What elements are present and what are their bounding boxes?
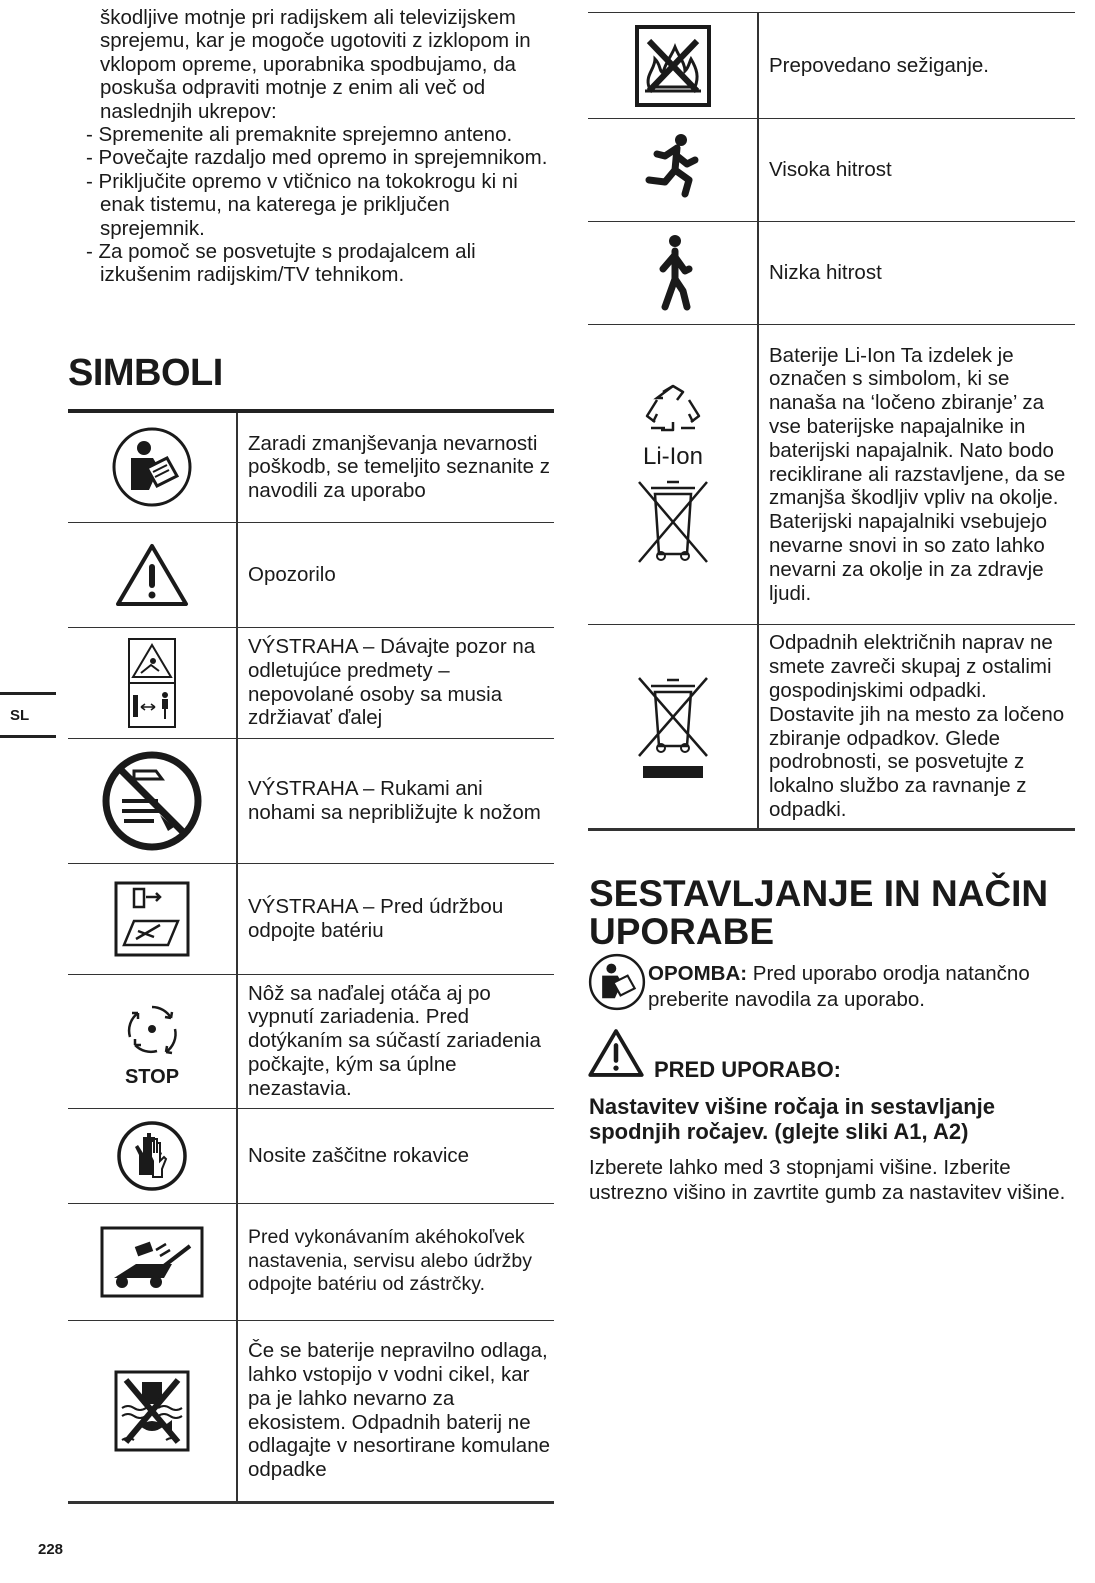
note-body: Pred uporabo orodja natančno preberite navodila za uporabo. [648, 962, 1030, 1011]
symbol-row [68, 738, 554, 863]
symbol-description: Nosite zaščitne rokavice [237, 1108, 554, 1203]
symbol-description: VÝSTRAHA – Rukami ani nohami sa nepribližujte k nožom [237, 738, 554, 863]
symbol-row [68, 863, 554, 974]
body-text: Izberete lahko med 3 stopnjami višine. Izberite ustrezno višino in zavrtite gumb za nastavitev višine. [589, 1156, 1066, 1204]
symbol-row [588, 222, 1075, 325]
intro-bullet: - Priključite opremo v vtičnico na tokokrogu ki ni enak tistemu, na katerega je priključen sprejemnik. [86, 169, 518, 240]
symbol-row [68, 411, 554, 522]
symbol-description: VÝSTRAHA – Dávajte pozor na odletujúce predmety – nepovolané osoby sa musia zdržiavať ďalej [237, 627, 554, 738]
symbol-row [588, 119, 1075, 222]
note-label: OPOMBA: [648, 962, 748, 985]
read-manual-icon [111, 426, 193, 508]
symbol-description: Nôž sa naďalej otáča aj po vypnutí zariadenia. Pred dotýkaním sa súčastí zariadenia počkajte, kým sa úplne nezastavia. [237, 974, 554, 1108]
intro-bullet-list [80, 123, 550, 287]
symbol-description: Odpadnih električnih naprav ne smete zavreči skupaj z ostalimi gospodinjskimi odpadki. Dostavite jih na mesto za ločeno zbiranje odpadkov. Glede podrobnosti, se posvetujte z lokalno službo za ravnanje z odpadki. [758, 625, 1075, 830]
symbols-table-left [68, 409, 554, 1504]
warning-triangle-icon [588, 1026, 644, 1080]
symbol-description: Prepovedano sežiganje. [758, 13, 1075, 119]
symbol-icon-cell [588, 625, 758, 830]
warning-triangle-icon [115, 542, 189, 608]
mower-battery-disconnect-icon [100, 1226, 204, 1298]
intro-bullet: - Za pomoč se posvetujte s prodajalcem ali izkušenim radijskim/TV tehnikom. [86, 240, 476, 287]
language-tab [0, 692, 56, 738]
note-text [648, 961, 1068, 1013]
symbol-icon-cell [588, 13, 758, 119]
symbol-description: Baterije Li-Ion Ta izdelek je označen s simbolom, ki se nanaša na ‘ločeno zbiranje’ za vse baterijske napajalnike in baterijski napajalnik. Nato bodo reciklirane ali razstavljene, da se zmanjša škodljiv vpliv na okolje. Baterijski napajalniki vsebujejo nevarne snovi in so zato lahko nevarni za okolje in za zdravje ljudi. [758, 325, 1075, 625]
symbol-description: Visoka hitrost [758, 119, 1075, 222]
low-speed-walker-icon [649, 233, 697, 313]
wear-gloves-icon [115, 1119, 189, 1193]
symbol-description: VÝSTRAHA – Pred údržbou odpojte batériu [237, 863, 554, 974]
high-speed-runner-icon [643, 132, 703, 208]
symbol-description: Nizka hitrost [758, 222, 1075, 325]
read-manual-icon [588, 953, 646, 1011]
intro-bullet: - Spremenite ali premaknite sprejemno anteno. [86, 123, 513, 147]
intro-block [80, 6, 550, 287]
symbol-icon-cell [588, 222, 758, 325]
symbol-row [68, 974, 554, 1108]
symbol-description: Opozorilo [237, 522, 554, 627]
symbols-table-right [588, 12, 1075, 831]
symbol-description: Zaradi zmanjševanja nevarnosti poškodb, se temeljito seznanite z navodili za uporabo [237, 411, 554, 522]
symbol-icon-cell [68, 627, 237, 738]
intro-paragraph: škodljive motnje pri radijskem ali televizijskem sprejemu, kar je mogoče ugotoviti z izklopom in vklopom opreme, uporabnika spodbujamo, da poskuša odpraviti motnje z enim ali več od naslednjih ukrepov: [100, 6, 531, 123]
subheading: Nastavitev višine ročaja in sestavljanje spodnjih ročajev. (glejte sliki A1, A2) [589, 1094, 996, 1144]
symbol-row [68, 1203, 554, 1320]
language-tab-label: SL [10, 707, 30, 724]
no-burning-icon [635, 25, 711, 107]
intro-bullet: - Povečajte razdaljo med opremo in sprejemnikom. [86, 146, 548, 170]
blade-stop-icon [115, 993, 189, 1089]
symbol-description: Pred vykonávaním akéhokoľvek nastavenia, servisu alebo údržby odpojte batériu od zástrčky. [237, 1203, 554, 1320]
flying-objects-bystanders-icon [127, 637, 177, 729]
no-hands-near-blade-icon [100, 749, 204, 853]
no-water-disposal-icon [114, 1370, 190, 1452]
remove-battery-icon [114, 881, 190, 957]
symbol-row [588, 13, 1075, 119]
symbol-icon-cell [68, 411, 237, 522]
stop-label: STOP [124, 1066, 180, 1088]
symbol-row [68, 1108, 554, 1203]
page-number: 228 [38, 1541, 64, 1558]
symbol-icon-cell [68, 1203, 237, 1320]
simboli-heading: SIMBOLI [68, 352, 223, 394]
symbol-icon-cell [588, 325, 758, 625]
symbol-icon-cell [68, 522, 237, 627]
symbol-icon-cell [588, 119, 758, 222]
section-heading: SESTAVLJANJE IN NAČIN UPORABE [589, 873, 1049, 952]
li-ion-recycle-icon [633, 382, 713, 568]
symbol-icon-cell [68, 1108, 237, 1203]
symbol-row [68, 522, 554, 627]
symbol-icon-cell [68, 974, 237, 1108]
symbol-row [68, 1320, 554, 1502]
symbol-row [588, 325, 1075, 625]
pre-use-heading: PRED UPORABO: [654, 1057, 842, 1082]
symbol-icon-cell [68, 863, 237, 974]
pre-use-block [588, 1026, 842, 1085]
symbol-description: Če se baterije nepravilno odlaga, lahko vstopijo v vodni cikel, kar pa je lahko nevarno za ekosistem. Odpadnih baterij ne odlagajte v nesortirane komulane odpadke [237, 1320, 554, 1502]
symbol-icon-cell [68, 738, 237, 863]
li-ion-label: Li-Ion [642, 442, 703, 470]
symbol-icon-cell [68, 1320, 237, 1502]
weee-crossed-bin-icon [633, 672, 713, 782]
symbol-row [588, 625, 1075, 830]
symbol-row [68, 627, 554, 738]
